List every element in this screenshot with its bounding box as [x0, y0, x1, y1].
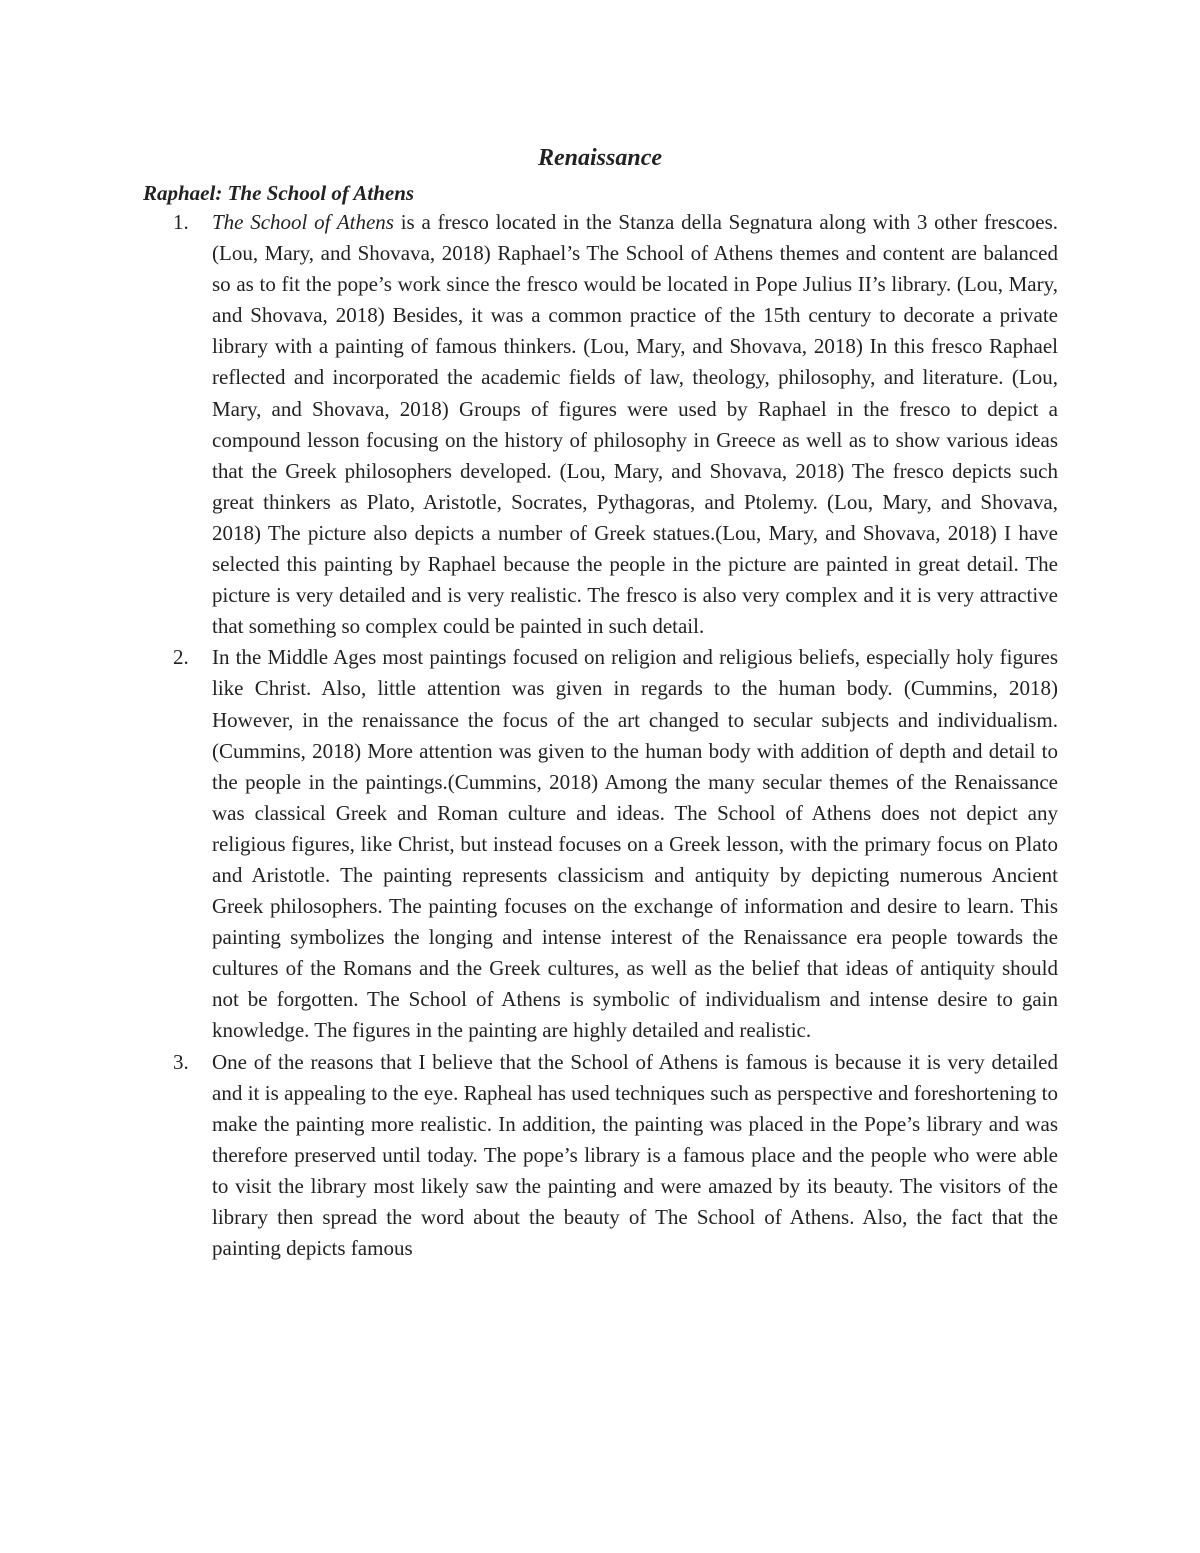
- list-item-text: [212, 642, 1058, 1046]
- list-item: [173, 207, 1059, 642]
- list-item-text: [212, 1047, 1058, 1265]
- list-item-text: [212, 207, 1058, 642]
- numbered-list: [173, 207, 1059, 1264]
- list-item: [173, 1047, 1058, 1265]
- section-heading: Raphael: The School of Athens: [143, 181, 415, 205]
- list-item-number: 3.: [173, 1049, 189, 1074]
- list-item-number: 1.: [173, 210, 189, 234]
- list-item: [173, 642, 1058, 1046]
- list-item-body: is a fresco located in the Stanza della Segnatura along with 3 other frescoes. (Lou, Mary, and Shovava, 2018) Raphael’s The School of Athens themes and content are balanced so as to fit the pope’s work since the fresco would be located in Pope Julius II’s library. (Lou, Mary, and Shovava, 2018) Besides, it was a common practice of the 15th century to decorate a private library with a painting of famous thinkers. (Lou, Mary, and Shovava, 2018) In this fresco Raphael reflected and incorporated the academic fields of law, theology, philosophy, and literature. (Lou, Mary, and Shovava, 2018) Groups of figures were used by Raphael in the fresco to depict a compound lesson focusing on the history of philosophy in Greece as well as to show various ideas that the Greek philosophers developed. (Lou, Mary, and Shovava, 2018) The fresco depicts such great thinkers as Plato, Aristotle, Socrates, Pythagoras, and Ptolemy. (Lou, Mary, and Shovava, 2018) The picture also depicts a number of Greek statues.(Lou, Mary, and Shovava, 2018) I have selected this painting by Raphael because the people in the picture are painted in great detail. The picture is very detailed and is very realistic. The fresco is also very complex and it is very attractive that something so complex could be painted in such detail.: [212, 210, 1059, 639]
- artwork-title-italic: The School of Athens: [212, 210, 394, 234]
- list-item-body: In the Middle Ages most paintings focused on religion and religious beliefs, especially holy figures like Christ. Also, little attention was given in regards to the human body. (Cummins, 2018) However, in the renaissance the focus of the art changed to secular subjects and individualism.(Cummins, 2018) More attention was given to the human body with addition of depth and detail to the people in the paintings.(Cummins, 2018) Among the many secular themes of the Renaissance was classical Greek and Roman culture and ideas. The School of Athens does not depict any religious figures, like Christ, but instead focuses on a Greek lesson, with the primary focus on Plato and Aristotle. The painting represents classicism and antiquity by depicting numerous Ancient Greek philosophers. The painting focuses on the exchange of information and desire to learn. This painting symbolizes the longing and intense interest of the Renaissance era people towards the cultures of the Romans and the Greek cultures, as well as the belief that ideas of antiquity should not be forgotten. The School of Athens is symbolic of individualism and intense desire to gain knowledge. The figures in the painting are highly detailed and realistic.: [212, 645, 1058, 1043]
- document-title: Renaissance: [537, 145, 662, 171]
- list-item-body: One of the reasons that I believe that the School of Athens is famous is because it is very detailed and it is appealing to the eye. Rapheal has used techniques such as perspective and foreshortening to make the painting more realistic. In addition, the painting was placed in the Pope’s library and was therefore preserved until today. The pope’s library is a famous place and the people who were able to visit the library most likely saw the painting and were amazed by its beauty. The visitors of the library then spread the word about the beauty of The School of Athens. Also, the fact that the painting depicts famous: [212, 1049, 1058, 1261]
- list-item-number: 2.: [173, 645, 189, 670]
